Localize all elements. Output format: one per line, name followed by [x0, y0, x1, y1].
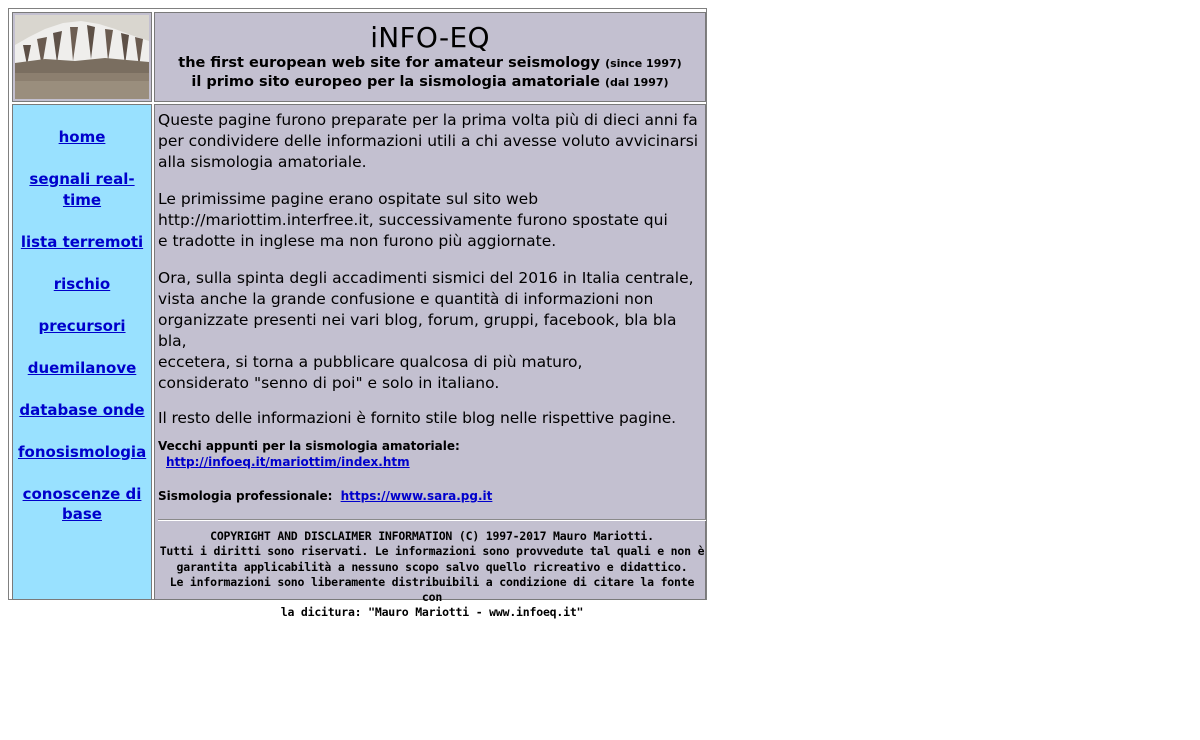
layout-table [8, 8, 707, 620]
header-cell [154, 12, 706, 102]
site-title: iNFO-EQ [370, 21, 490, 54]
nav-link-duemilanove[interactable]: duemilanove [27, 358, 137, 377]
nav-link-conoscenze-di-base[interactable]: conoscenze di base [22, 484, 142, 523]
professional-seismology [158, 488, 492, 504]
disclaimer-line-1: COPYRIGHT AND DISCLAIMER INFORMATION (C) 1997-2017 Mauro Mariotti. [210, 529, 654, 543]
photo-cell [12, 12, 152, 102]
disclaimer-line-3: garantita applicabilità a nessuno scopo salvo quello ricreativo e didattico. [176, 559, 688, 574]
tagline-english-since: (since 1997) [605, 57, 682, 70]
sidebar-nav [12, 104, 152, 600]
tagline-italian [155, 73, 705, 92]
intro-text [158, 110, 706, 429]
nav-link-precursori[interactable]: precursori [38, 316, 126, 335]
nav-link-segnali-real-time[interactable]: segnali real-time [29, 170, 135, 209]
paragraph-history: Queste pagine furono preparate per la prima volta più di dieci anni fa per condividere delle informazioni utili a chi avesse voluto avvicinarsi alla sismologia amatoriale. [158, 111, 699, 171]
nav-link-rischio[interactable]: rischio [53, 274, 111, 293]
professional-link[interactable]: https://www.sara.pg.it [340, 489, 493, 503]
mountain-photo [15, 15, 149, 99]
disclaimer [158, 529, 706, 621]
disclaimer-line-4: Le informazioni sono liberamente distribuibili a condizione di citare la fonte con [169, 574, 695, 605]
mountain-icon [15, 15, 149, 99]
divider [158, 519, 706, 521]
nav-list [13, 105, 151, 525]
nav-link-lista-terremoti[interactable]: lista terremoti [20, 232, 144, 251]
nav-link-home[interactable]: home [58, 128, 106, 146]
tagline-italian-text: il primo sito europeo per la sismologia amatoriale [191, 74, 600, 90]
paragraph-hosting: Le primissime pagine erano ospitate sul sito web http://mariottim.interfree.it, successivamente furono spostate qui e tradotte in inglese ma non furono più aggiornate. [158, 190, 668, 250]
main-content [154, 104, 706, 620]
nav-link-fonosismologia[interactable]: fonosismologia [18, 442, 147, 461]
paragraph-closing: Il resto delle informazioni è fornito stile blog nelle rispettive pagine. [158, 409, 677, 427]
disclaimer-line-2: Tutti i diritti sono riservati. Le informazioni sono provvedute tal quali e non è [159, 544, 705, 559]
tagline-english [155, 54, 705, 73]
old-notes-label: Vecchi appunti per la sismologia amatoriale: [158, 439, 460, 453]
nav-link-database-onde[interactable]: database onde [19, 400, 145, 419]
old-notes-link[interactable]: http://infoeq.it/mariottim/index.htm [166, 455, 410, 469]
disclaimer-line-5: la dicitura: "Mauro Mariotti - www.infoeq.it" [280, 605, 584, 620]
paragraph-motivation: Ora, sulla spinta degli accadimenti sismici del 2016 in Italia centrale, vista anche la grande confusione e quantità di informazioni non organizzate presenti nei vari blog, forum, gruppi, facebook, bla bla bla, eccetera, si torna a pubblicare qualcosa di più maturo, considerato "senno di poi" e solo in italiano. [158, 269, 694, 392]
professional-label: Sismologia professionale: [158, 489, 333, 503]
tagline-italian-since: (dal 1997) [605, 76, 669, 89]
tagline-english-text: the first european web site for amateur seismology [178, 55, 600, 71]
